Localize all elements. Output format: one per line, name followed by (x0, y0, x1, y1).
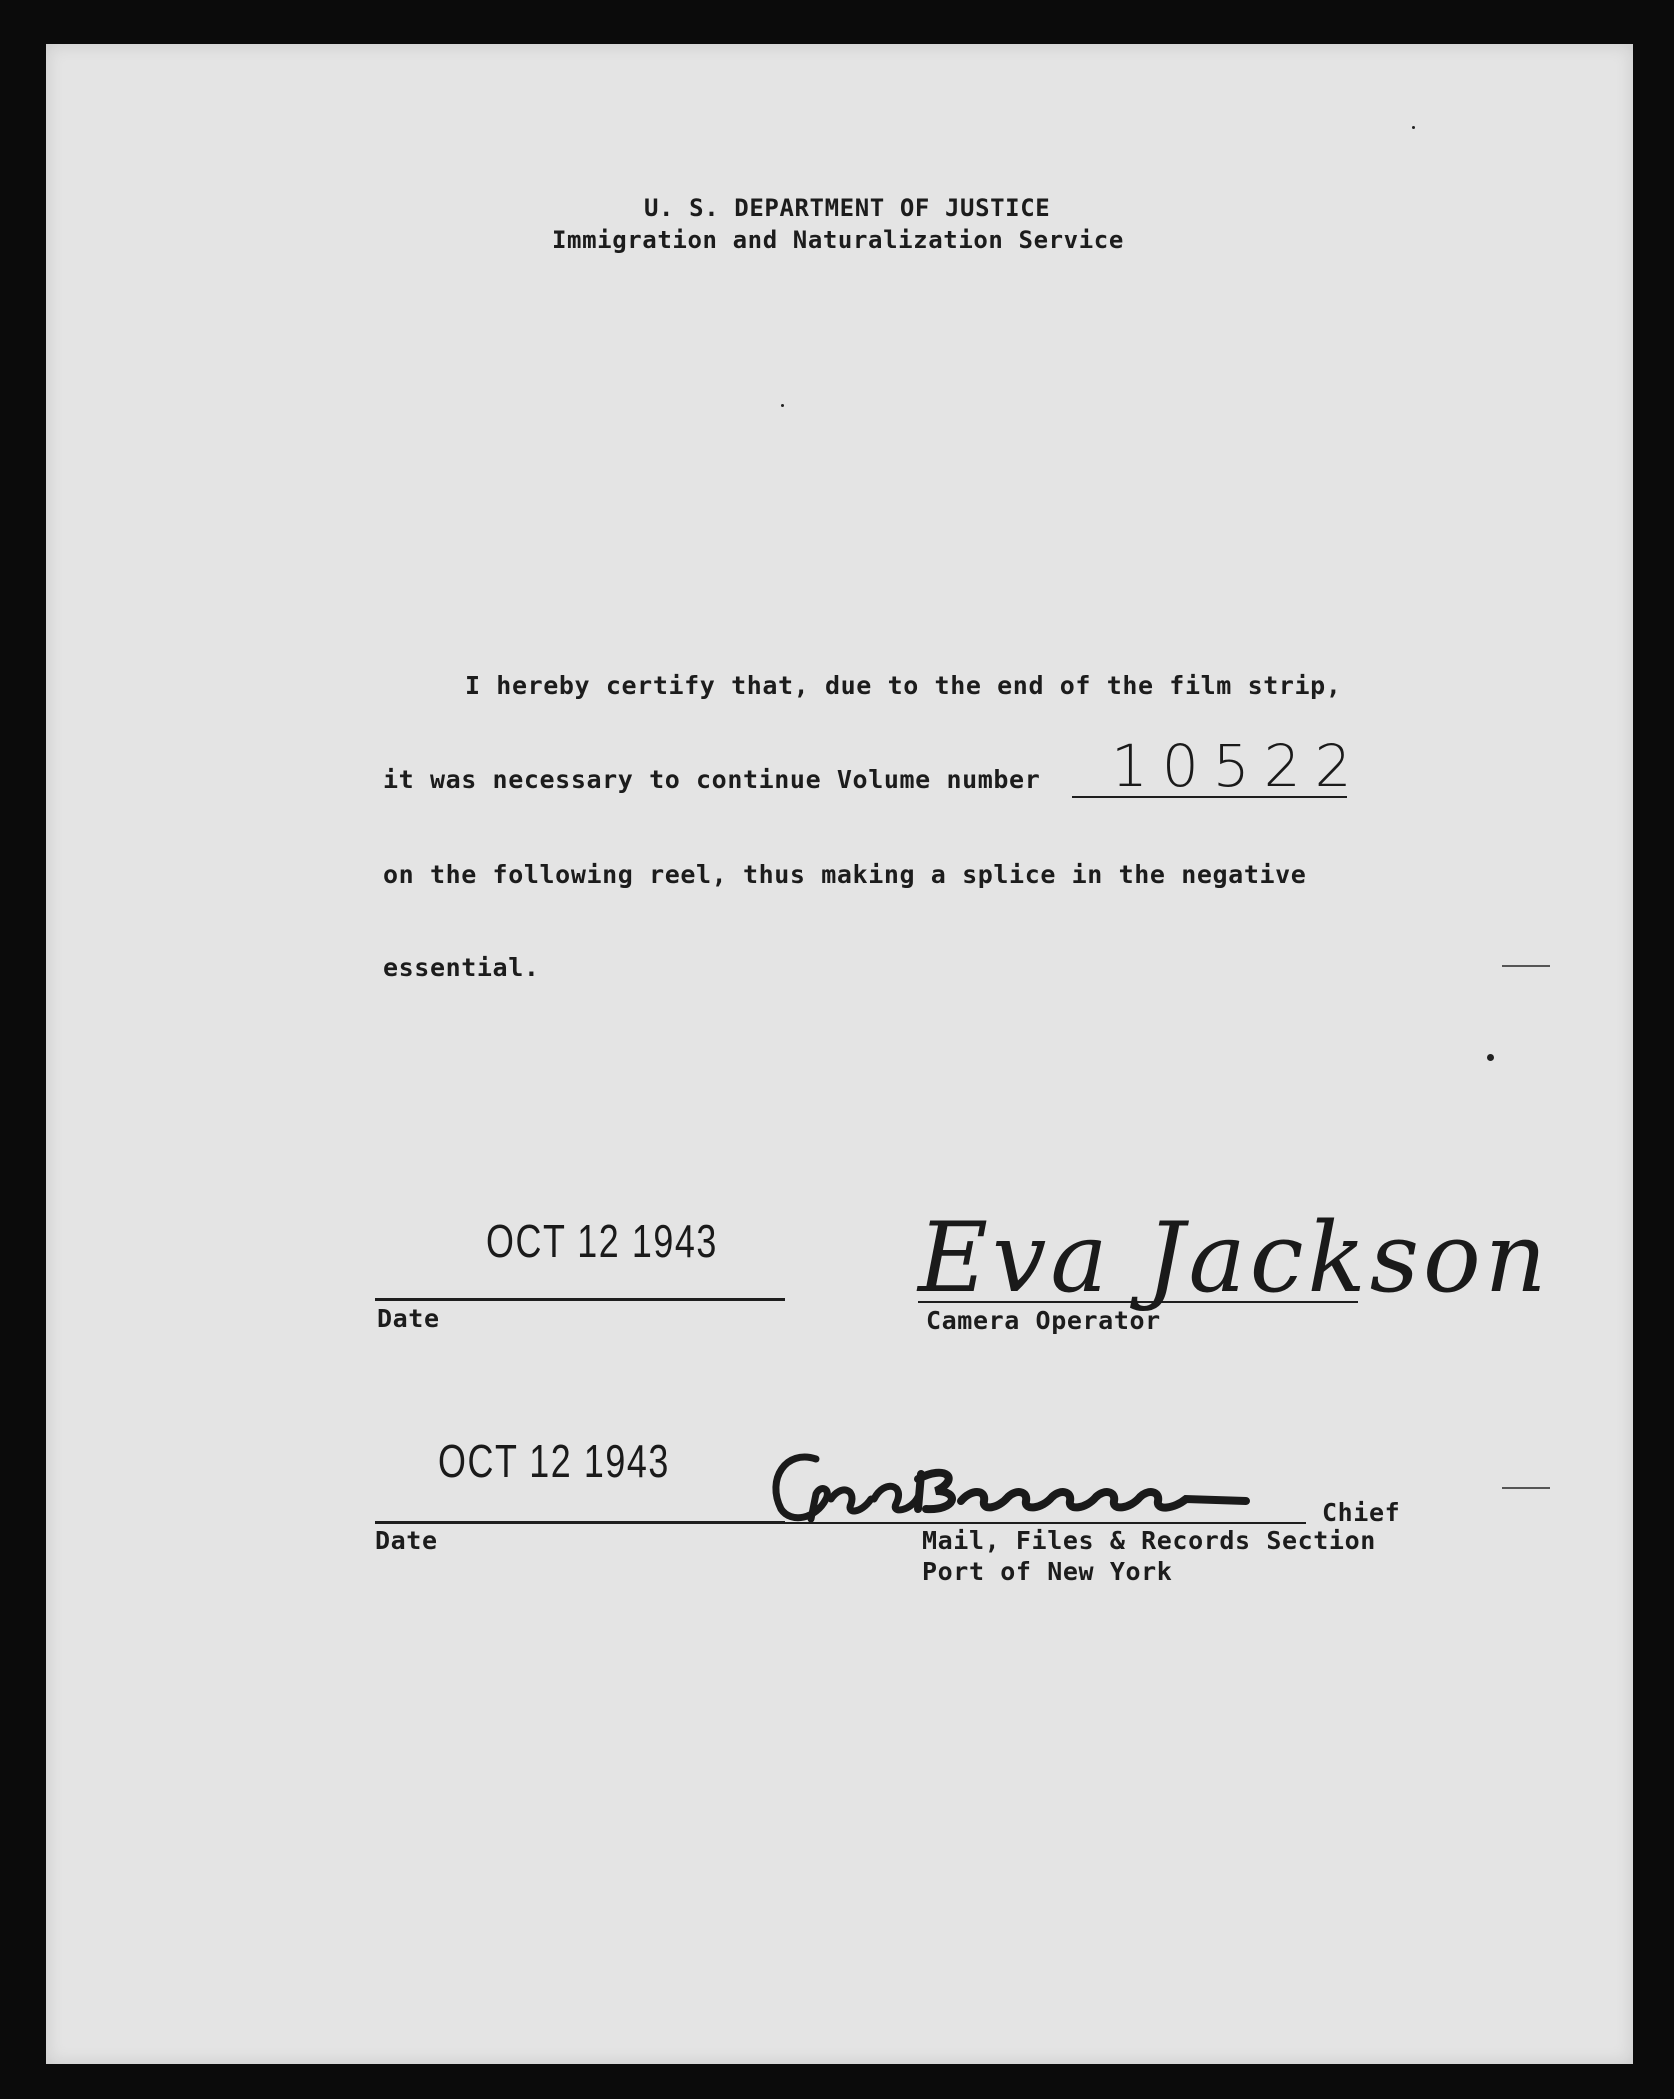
signature-camera-operator: Eva Jackson (918, 1202, 1551, 1314)
header-service: Immigration and Naturalization Service (552, 226, 1124, 254)
role-label-mail-files-records: Mail, Files & Records Section (922, 1526, 1376, 1555)
body-line-2: it was necessary to continue Volume number (383, 765, 1041, 794)
scan-mark (1502, 965, 1550, 967)
stamped-date-chief: OCT 12 1943 (438, 1435, 670, 1487)
body-line-1: I hereby certify that, due to the end of the film strip, (465, 671, 1342, 700)
role-label-chief: Chief (1322, 1498, 1401, 1527)
scan-speck (781, 404, 784, 407)
header-department: U. S. DEPARTMENT OF JUSTICE (644, 194, 1051, 222)
scan-speck (1487, 1054, 1494, 1061)
signature-chief (746, 1439, 1326, 1539)
scan-mark (1502, 1487, 1550, 1489)
date-line-camera (375, 1298, 785, 1301)
date-label-camera: Date (377, 1304, 440, 1333)
body-line-4: essential. (383, 953, 540, 982)
stamped-date-camera: OCT 12 1943 (486, 1215, 718, 1267)
role-label-port: Port of New York (922, 1557, 1173, 1586)
document-page (46, 44, 1633, 2064)
date-label-chief: Date (375, 1526, 438, 1555)
role-label-camera-operator: Camera Operator (926, 1306, 1161, 1335)
volume-number-handwritten: 10522 (1111, 732, 1366, 800)
date-line-chief (375, 1521, 785, 1524)
body-line-3: on the following reel, thus making a splice in the negative (383, 860, 1307, 889)
scan-speck (1412, 126, 1415, 129)
